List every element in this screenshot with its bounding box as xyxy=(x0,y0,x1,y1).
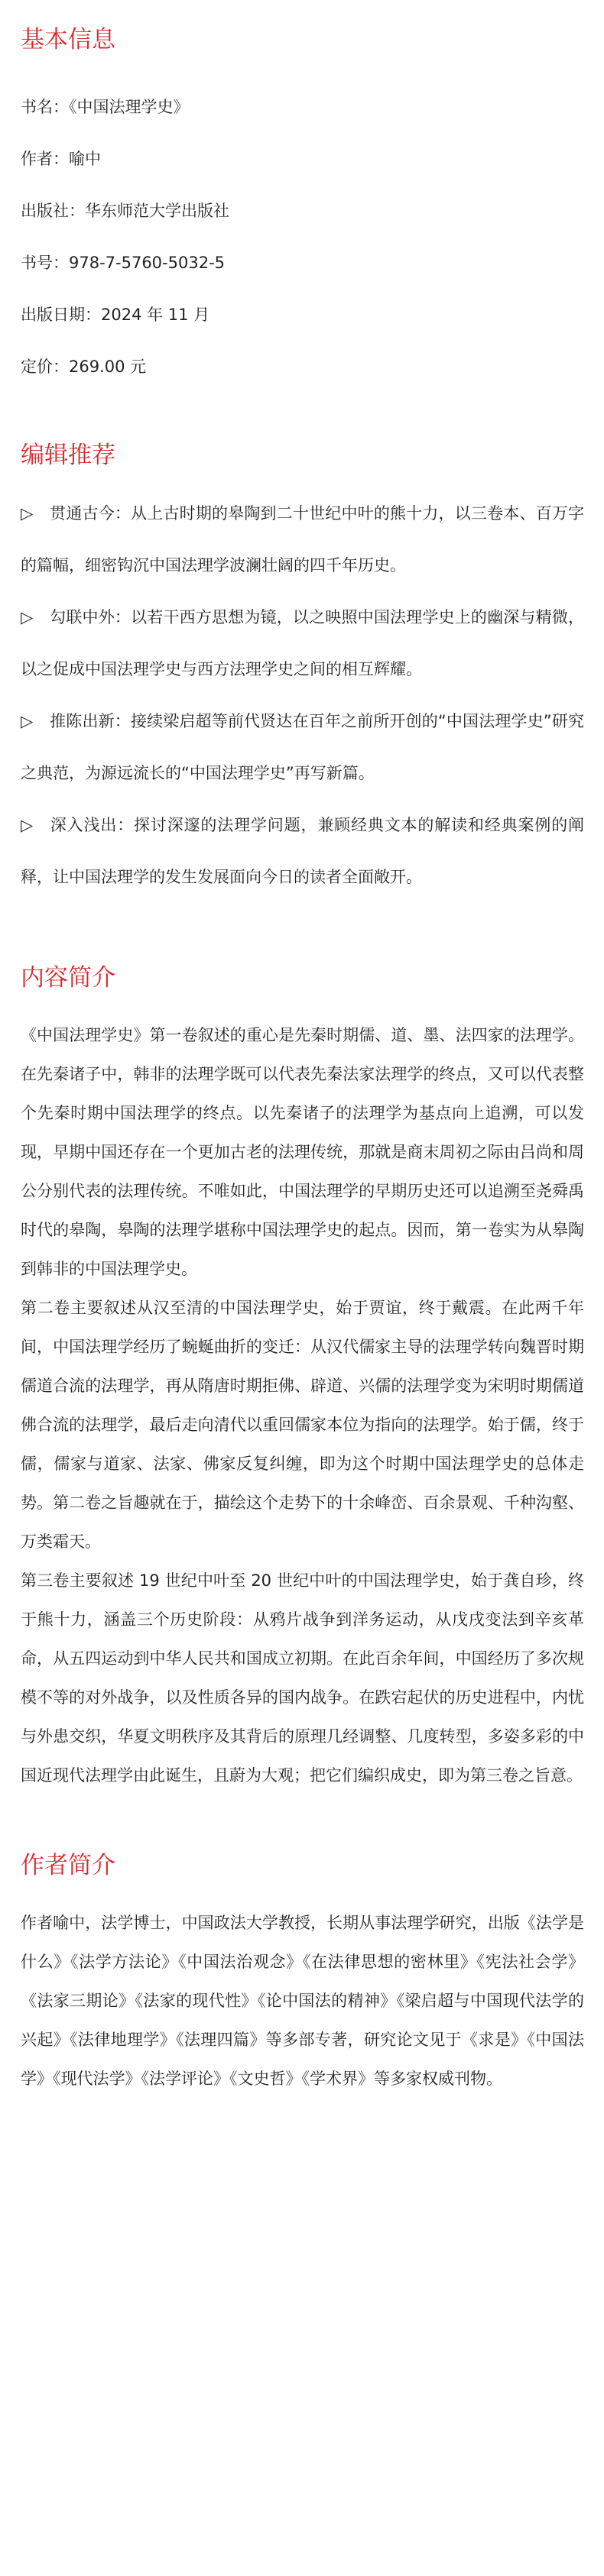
content-intro-section xyxy=(21,961,584,1795)
triangle-right-icon: ▷ xyxy=(21,504,34,523)
content-intro-paragraph: 第二卷主要叙述从汉至清的中国法理学史，始于贾谊，终于戴震。在此两千年间，中国法理学经历了蜿蜒曲折的变迁：从汉代儒家主导的法理学转向魏晋时期儒道合流的法理学，再从隋唐时期拒佛、辟道、兴儒的法理学变为宋明时期儒道佛合流的法理学，最后走向清代以重回儒家本位为指向的法理学。始于儒，终于儒，儒家与道家、法家、佛家反复纠缠，即为这个时期中国法理学史的总体走势。第二卷之旨趣就在于，描绘这个走势下的十余峰峦、百余景观、千种沟壑、万类霜天。 xyxy=(21,1299,584,1551)
info-row-price: 定价：269.00 元 xyxy=(21,358,147,376)
recommend-item-text: 贯通古今：从上古时期的皋陶到二十世纪中叶的熊十力，以三卷本、百万字的篇幅，细密钩沉中国法理学波澜壮阔的四千年历史。 xyxy=(21,504,584,574)
author-intro-title: 作者简介 xyxy=(21,1852,115,1879)
author-intro-body xyxy=(21,1904,584,2099)
recommend-item xyxy=(21,799,584,903)
recommend-item-text: 深入浅出：探讨深邃的法理学问题，兼顾经典文本的解读和经典案例的阐释，让中国法理学的发生发展面向今日的读者全面敞开。 xyxy=(21,816,584,886)
author-intro-paragraph: 作者喻中，法学博士，中国政法大学教授，长期从事法理学研究，出版《法学是什么》《法学方法论》《中国法治观念》《在法律思想的密林里》《宪法社会学》《法家三期论》《法家的现代性》《论中国法的精神》《梁启超与中国现代法学的兴起》《法律地理学》《法理四篇》等多部专著，研究论文见于《求是》《中国法学》《现代法学》《法学评论》《文史哲》《学术界》等多家权威刊物。 xyxy=(21,1914,584,2088)
info-row-author: 作者：喻中 xyxy=(21,150,101,168)
content-intro-paragraph: 第三卷主要叙述 19 世纪中叶至 20 世纪中叶的中国法理学史，始于龚自珍，终于熊十力，涵盖三个历史阶段：从鸦片战争到洋务运动，从戊戌变法到辛亥革命，从五四运动到中华人民共和国成立初期。在此百余年间，中国经历了多次规模不等的对外战争，以及性质各异的国内战争。在跌宕起伏的历史进程中，内忧与外患交织，华夏文明秩序及其背后的原理几经调整、几度转型，多姿多彩的中国近现代法理学由此诞生，且蔚为大观；把它们编织成史，即为第三卷之旨意。 xyxy=(21,1571,584,1785)
triangle-right-icon: ▷ xyxy=(21,608,34,626)
recommend-item-text: 勾联中外：以若干西方思想为镜，以之映照中国法理学史上的幽深与精微，以之促成中国法理学史与西方法理学史之间的相互辉耀。 xyxy=(21,608,584,678)
content-intro-paragraph: 《中国法理学史》第一卷叙述的重心是先秦时期儒、道、墨、法四家的法理学。在先秦诸子中，韩非的法理学既可以代表先秦法家法理学的终点，又可以代表整个先秦时期中国法理学的终点。以先秦诸子的法理学为基点向上追溯，可以发现，早期中国还存在一个更加古老的法理传统，那就是商末周初之际由吕尚和周公分别代表的法理传统。不唯如此，中国法理学的早期历史还可以追溯至尧舜禹时代的皋陶，皋陶的法理学堪称中国法理学史的起点。因而，第一卷实为从皋陶到韩非的中国法理学史。 xyxy=(21,1026,584,1278)
basic-info-title: 基本信息 xyxy=(21,26,115,53)
info-row-publisher: 出版社：华东师范大学出版社 xyxy=(21,202,229,220)
content-intro-title: 内容简介 xyxy=(21,964,115,992)
recommend-item xyxy=(21,591,584,695)
recommend-item xyxy=(21,487,584,591)
info-row-publish-date: 出版日期：2024 年 11 月 xyxy=(21,306,210,324)
info-row-isbn: 书号：978-7-5760-5032-5 xyxy=(21,254,226,272)
editor-recommend-list xyxy=(21,487,584,903)
info-row-book-title: 书名：《中国法理学史》 xyxy=(21,98,190,116)
recommend-item xyxy=(21,695,584,799)
triangle-right-icon: ▷ xyxy=(21,816,34,834)
basic-info-section xyxy=(21,23,584,393)
recommend-item-text: 推陈出新：接续梁启超等前代贤达在百年之前所开创的“中国法理学史”研究之典范，为源远流长的“中国法理学史”再写新篇。 xyxy=(21,712,584,782)
author-intro-section xyxy=(21,1849,584,2099)
editor-recommend-title: 编辑推荐 xyxy=(21,442,115,469)
triangle-right-icon: ▷ xyxy=(21,712,34,730)
editor-recommend-section xyxy=(21,439,584,903)
content-intro-body xyxy=(21,1016,584,1795)
basic-info-list xyxy=(21,81,584,393)
